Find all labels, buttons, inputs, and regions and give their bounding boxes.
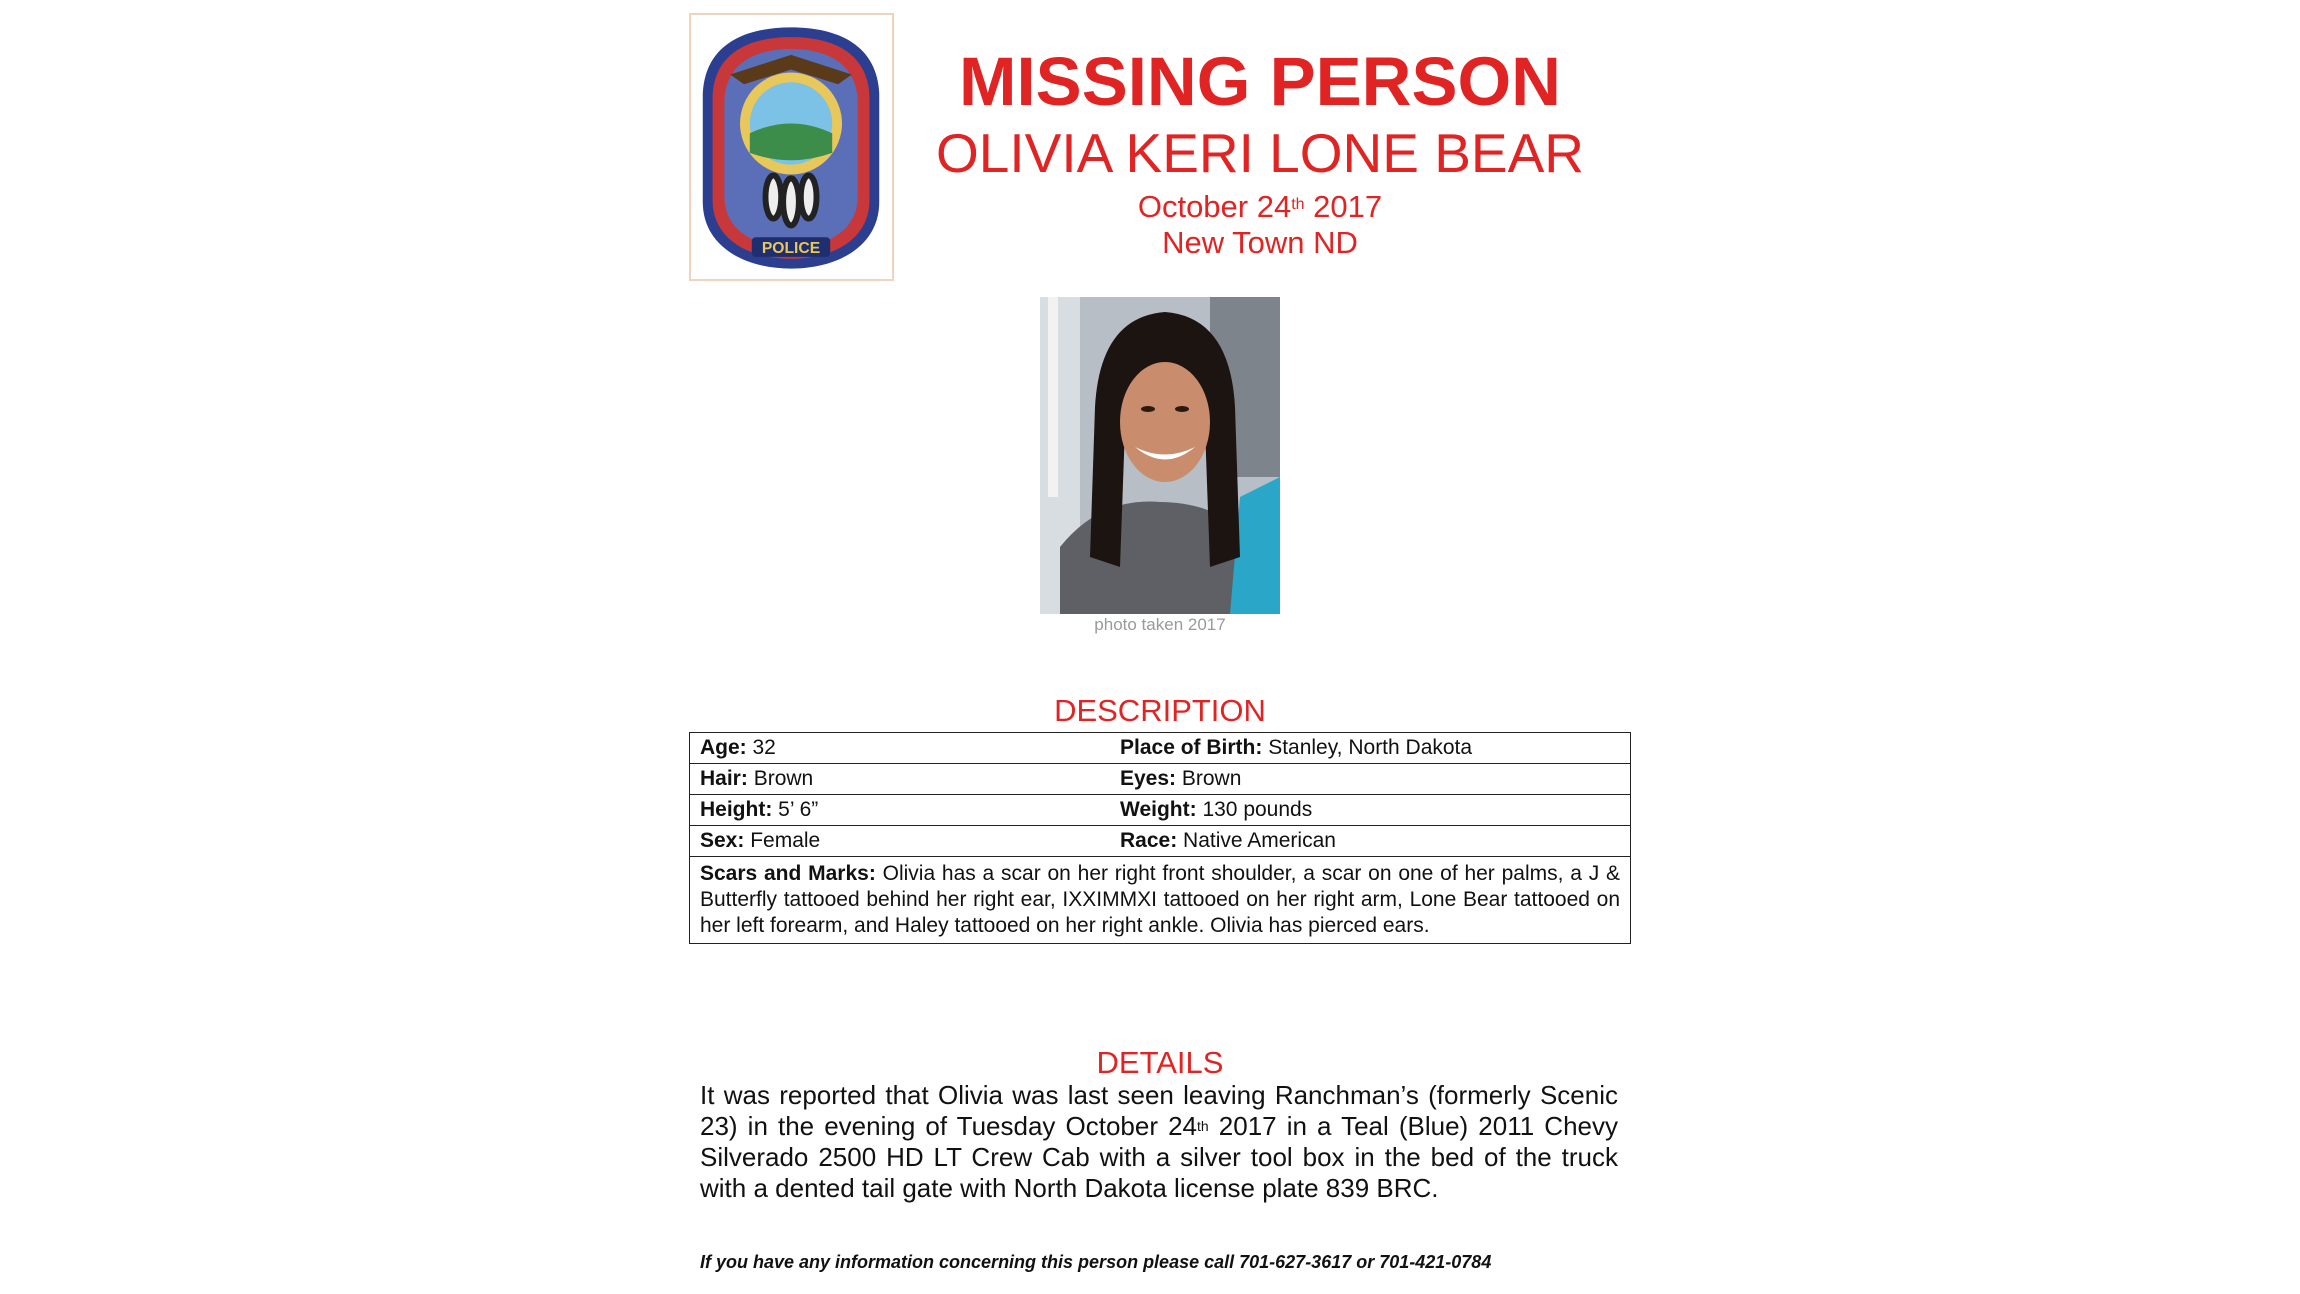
missing-date: October 24th 2017 [1137,189,1383,224]
hair-cell: Hair: Brown [690,764,1111,795]
weight-cell: Weight: 130 pounds [1110,795,1631,826]
person-name: OLIVIA KERI LONE BEAR [935,122,1585,184]
details-heading: DETAILS [1096,1045,1224,1080]
description-table [689,732,1631,944]
description-heading: DESCRIPTION [1054,693,1266,728]
table-row [690,826,1631,857]
table-row [690,857,1631,944]
poster-title: MISSING PERSON [959,43,1561,120]
table-row [690,795,1631,826]
scars-marks-cell: Scars and Marks: Olivia has a scar on her right front shoulder, a scar on one of her palms, a J & Butterfly tattooed behind her right ear, IXXIMMXI tattooed on her right arm, Lone Bear tattooed on her left forearm, and Haley tattooed on her right ankle. Olivia has pierced ears. [690,857,1631,944]
table-row [690,733,1631,764]
race-cell: Race: Native American [1110,826,1631,857]
contact-footer: If you have any information concerning this person please call 701-627-3617 or 701-421-0784 [700,1252,1492,1272]
sex-cell: Sex: Female [690,826,1111,857]
details-paragraph: It was reported that Olivia was last seen leaving Ranchman’s (formerly Scenic 23) in the evening of Tuesday October 24th 2017 in a Teal (Blue) 2011 Chevy Silverado 2500 HD LT Crew Cab with a silver tool box in the bed of the truck with a dented tail gate with North Dakota license plate 839 BRC. [700,1080,1618,1203]
photo-caption: photo taken 2017 [1094,615,1226,634]
age-cell: Age: 32 [690,733,1111,764]
tribal-police-badge-icon [691,15,892,279]
birthplace-cell: Place of Birth: Stanley, North Dakota [1110,733,1631,764]
police-badge-logo [689,13,894,281]
missing-location: New Town ND [1162,225,1358,260]
person-photo [1040,297,1280,614]
svg-text:POLICE: POLICE [761,239,821,257]
table-row [690,764,1631,795]
height-cell: Height: 5’ 6” [690,795,1111,826]
eyes-cell: Eyes: Brown [1110,764,1631,795]
